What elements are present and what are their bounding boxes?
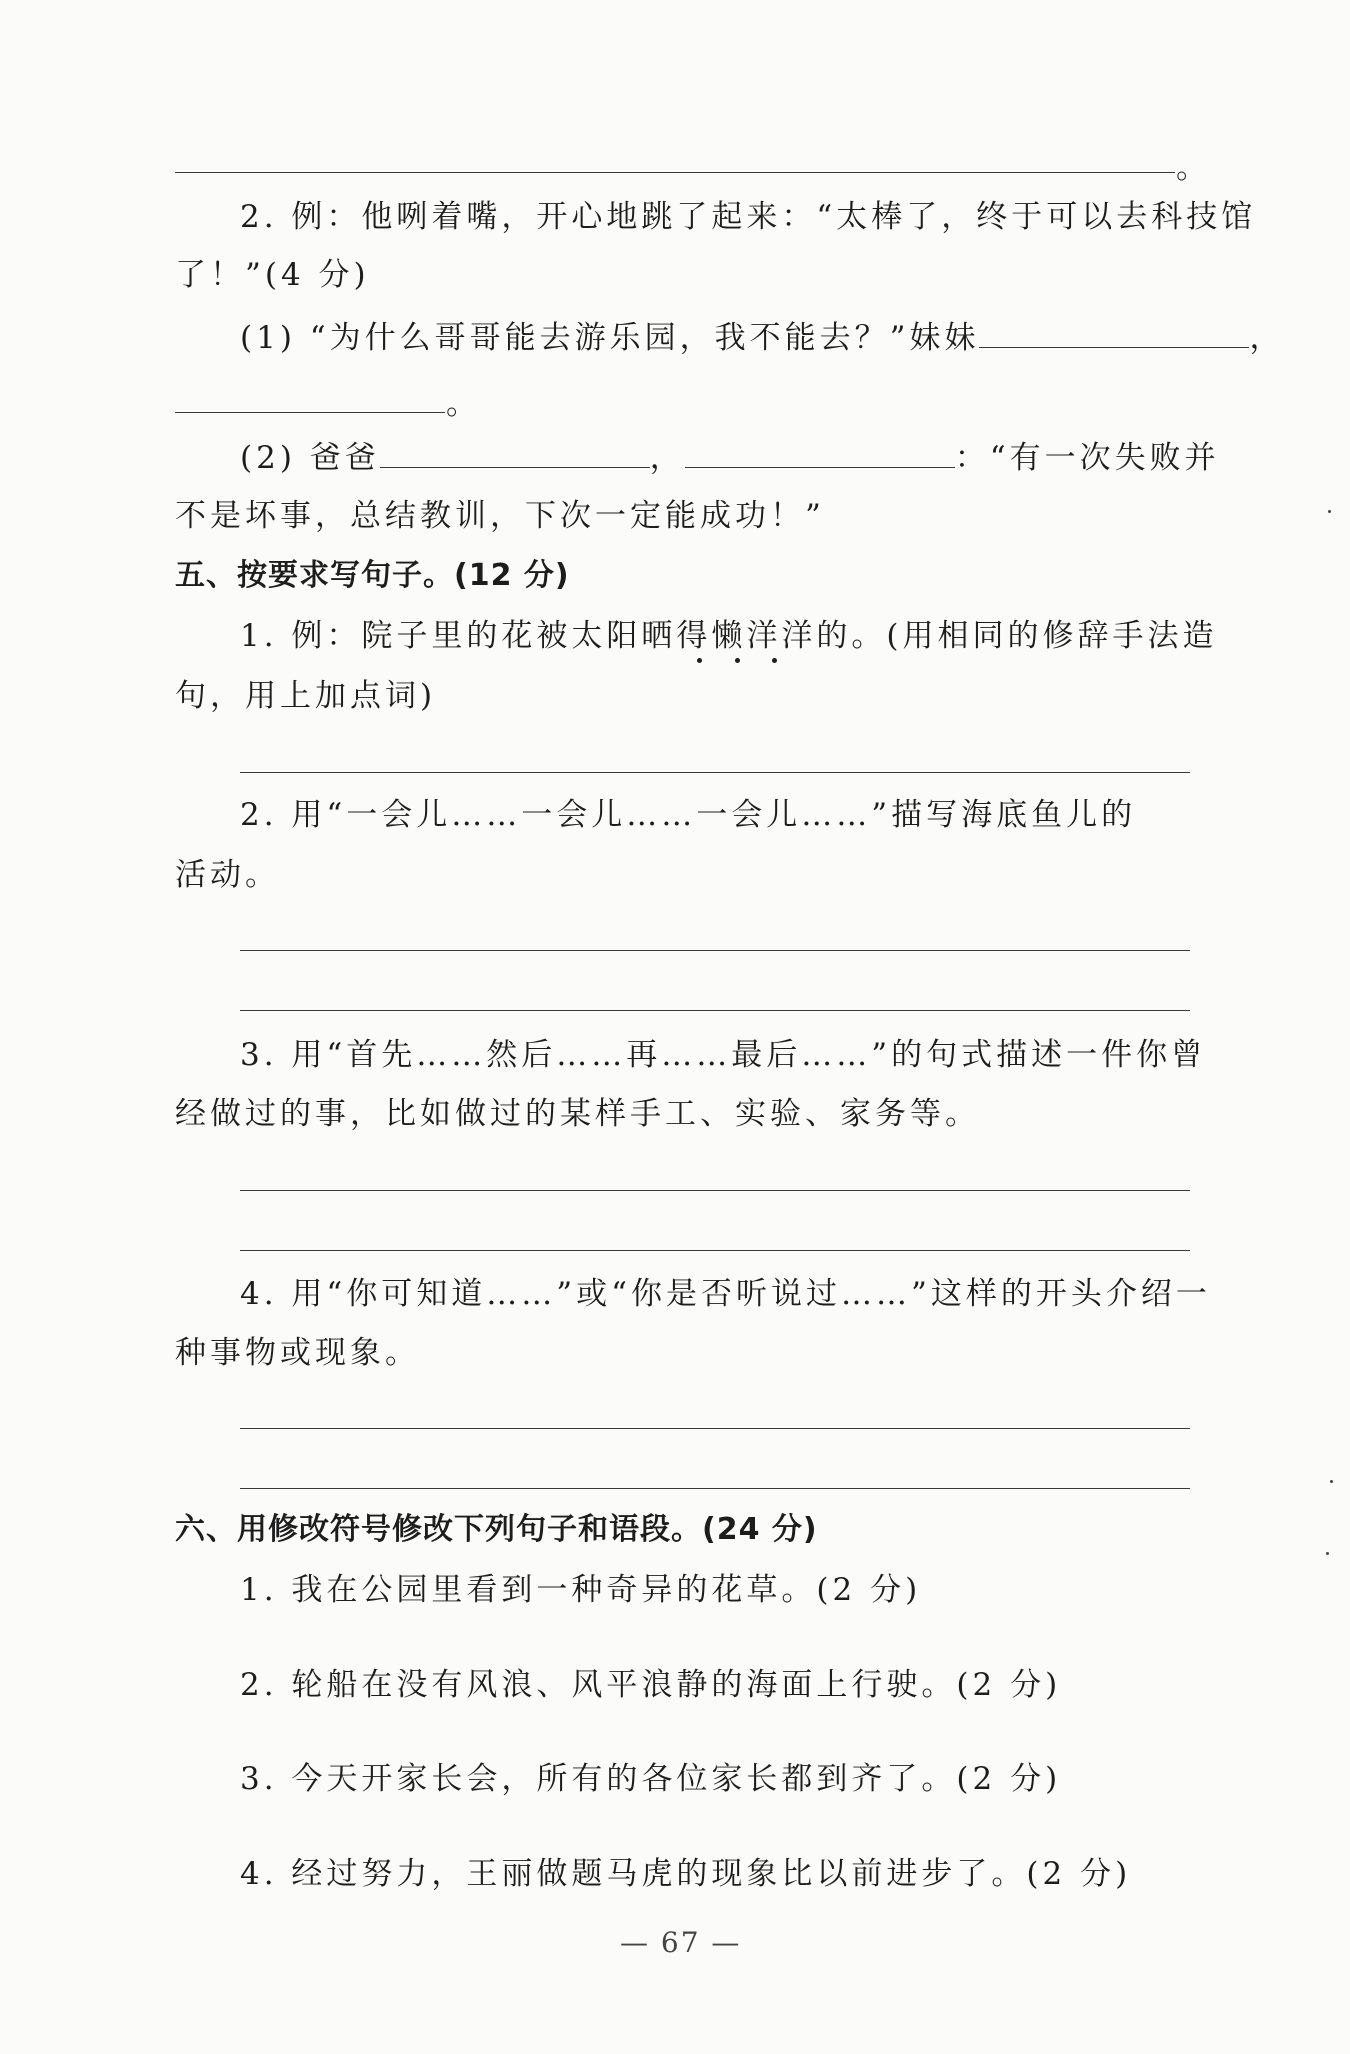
s5-q2-line1: 2. 用“一会儿……一会儿……一会儿……”描写海底鱼儿的 xyxy=(240,797,1137,833)
s5-q1-line2: 句，用上加点词) xyxy=(175,678,437,714)
sub2-comma: ， xyxy=(649,440,685,476)
emphasis-dot xyxy=(697,658,702,663)
answer-line[interactable] xyxy=(240,1488,1190,1489)
answer-line[interactable] xyxy=(240,1010,1190,1011)
s5-q4-line1: 4. 用“你可知道……”或“你是否听说过……”这样的开头介绍一 xyxy=(240,1276,1211,1312)
emphasis-dot xyxy=(735,658,740,663)
page-number: — 67 — xyxy=(620,1926,742,1959)
answer-line[interactable] xyxy=(240,950,1190,951)
section5-heading: 五、按要求写句子。(12 分) xyxy=(175,558,570,593)
sub2-blank-1[interactable] xyxy=(380,437,650,468)
scan-speck xyxy=(1328,510,1331,513)
q4-2-sub2 xyxy=(240,437,1220,478)
sub1-blank-2[interactable] xyxy=(175,412,445,413)
answer-line[interactable] xyxy=(240,1190,1190,1191)
sub1-blank-1[interactable] xyxy=(979,317,1249,348)
s5-q3-line1: 3. 用“首先……然后……再……最后……”的句式描述一件你曾 xyxy=(240,1037,1207,1073)
s6-item: 2. 轮船在没有风浪、风平浪静的海面上行驶。(2 分) xyxy=(240,1667,1062,1703)
q4-2-line2: 了！”(4 分) xyxy=(175,257,370,293)
q4-2-sub1 xyxy=(240,317,1284,358)
sub1-text: (1) “为什么哥哥能去游乐园，我不能去？”妹妹 xyxy=(240,320,980,356)
scan-speck xyxy=(1330,1480,1333,1483)
sub2-quote: ：“有一次失败并 xyxy=(954,440,1220,476)
sub1-end: 。 xyxy=(446,386,481,422)
answer-line[interactable] xyxy=(240,1250,1190,1251)
s5-q2-line2: 活动。 xyxy=(175,857,280,893)
sub2-text: (2) 爸爸 xyxy=(240,440,380,476)
section6-heading: 六、用修改符号修改下列句子和语段。(24 分) xyxy=(175,1512,818,1547)
scan-speck xyxy=(1326,1552,1329,1555)
answer-line[interactable] xyxy=(175,172,1175,173)
s5-q3-line2: 经做过的事，比如做过的某样手工、实验、家务等。 xyxy=(175,1096,980,1132)
sub2-blank-2[interactable] xyxy=(685,437,955,468)
s5-q1-line1: 1. 例：院子里的花被太阳晒得懒洋洋的。(用相同的修辞手法造 xyxy=(240,618,1218,654)
end-mark: 。 xyxy=(1176,150,1211,186)
answer-line[interactable] xyxy=(240,772,1190,773)
sub1-comma: ， xyxy=(1249,320,1285,356)
s6-item: 4. 经过努力，王丽做题马虎的现象比以前进步了。(2 分) xyxy=(240,1856,1132,1892)
s6-item: 3. 今天开家长会，所有的各位家长都到齐了。(2 分) xyxy=(240,1761,1062,1797)
answer-line[interactable] xyxy=(240,1428,1190,1429)
sub2-line2: 不是坏事，总结教训，下次一定能成功！” xyxy=(175,498,825,534)
q4-2-line1: 2. 例：他咧着嘴，开心地跳了起来：“太棒了，终于可以去科技馆 xyxy=(240,199,1257,235)
s5-q4-line2: 种事物或现象。 xyxy=(175,1335,420,1371)
s6-item: 1. 我在公园里看到一种奇异的花草。(2 分) xyxy=(240,1572,922,1608)
emphasis-dot xyxy=(772,658,777,663)
